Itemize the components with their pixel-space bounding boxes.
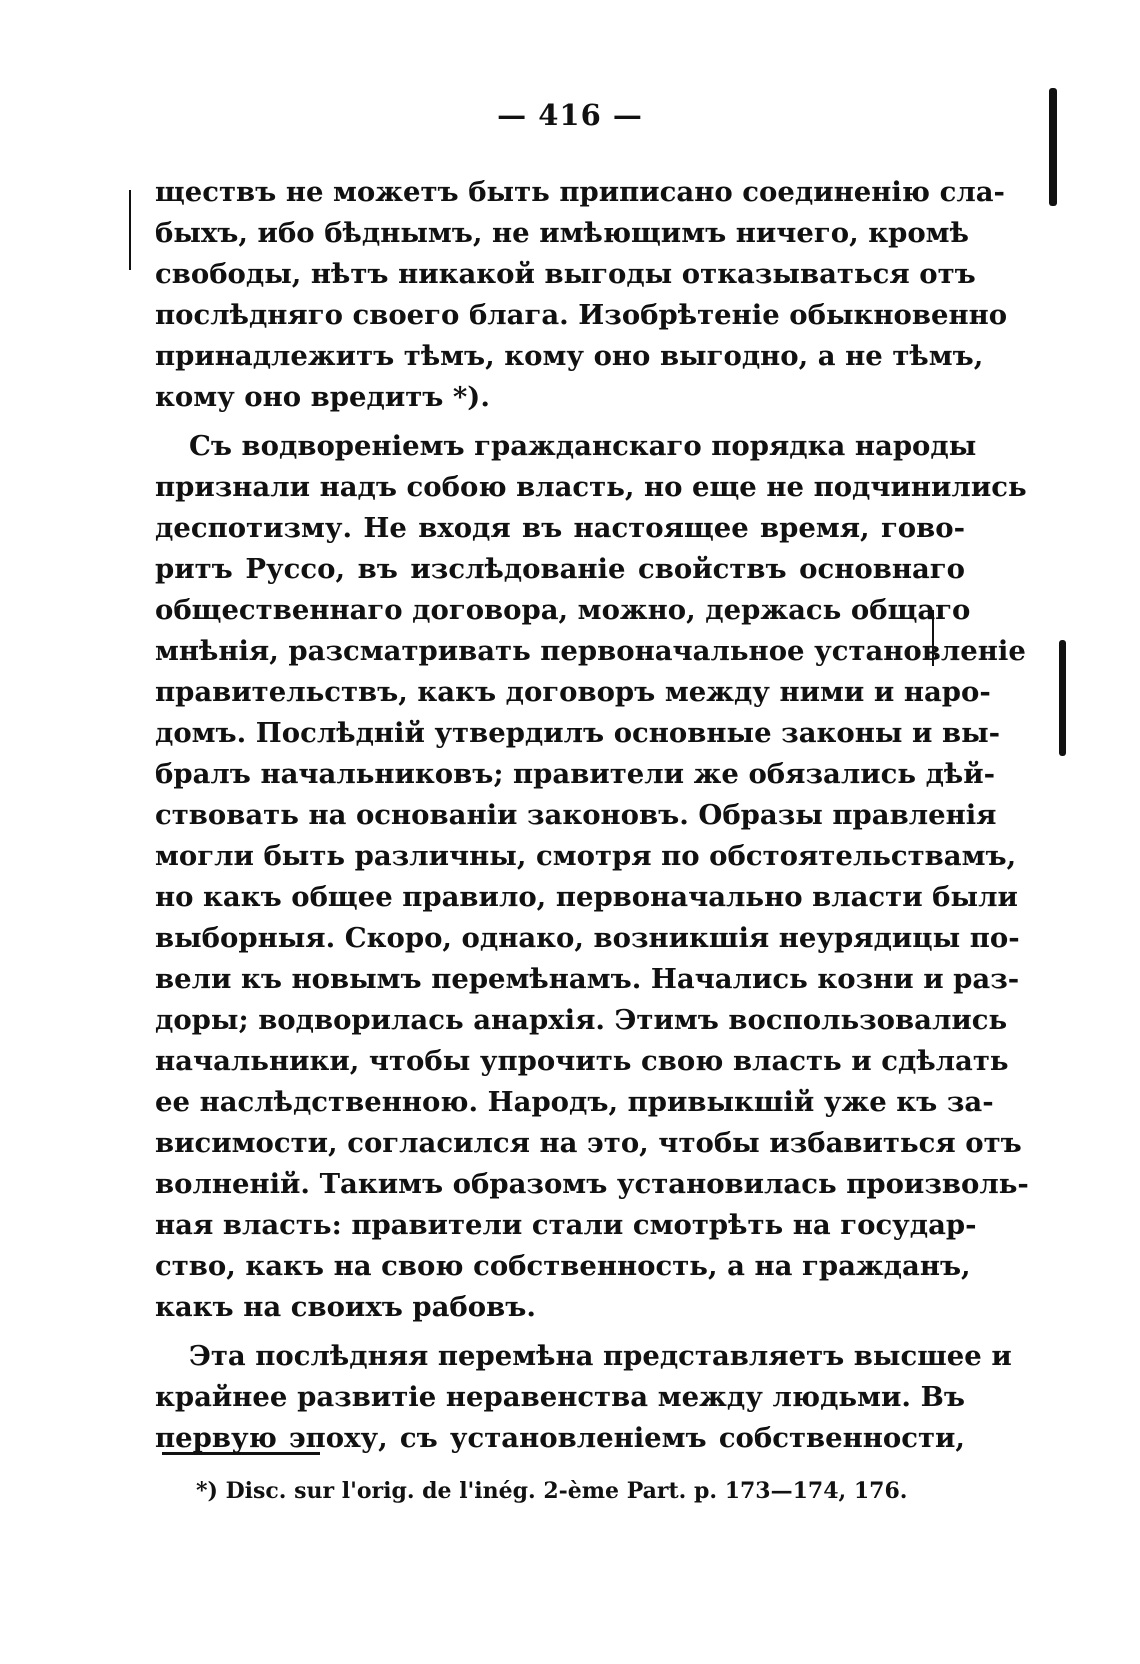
paragraph <box>155 1336 1012 1459</box>
footnote: *) Disc. sur l'orig. de l'inég. 2-ème Part. p. 173—174, 176. <box>196 1478 908 1504</box>
text-line: кому оно вредитъ *). <box>155 381 490 413</box>
text-line: принадлежитъ тѣмъ, кому оно выгодно, а не тѣмъ, <box>155 340 984 372</box>
text-line: общественнаго договора, можно, держась общаго <box>155 594 971 626</box>
margin-bar-right-top <box>1049 88 1057 206</box>
text-line: мнѣнія, разсматривать первоначальное установленіе <box>155 635 1026 667</box>
text-line: ществъ не можетъ быть приписано соединенію сла- <box>155 176 1005 208</box>
text-line: быхъ, ибо бѣднымъ, не имѣющимъ ничего, кромѣ <box>155 217 969 249</box>
text-line: но какъ общее правило, первоначально власти были <box>155 881 1018 913</box>
paragraph <box>155 172 1008 418</box>
text-line: признали надъ собою власть, но еще не подчинились <box>155 471 1027 503</box>
text-line: Съ водвореніемъ гражданскаго порядка народы <box>189 430 977 462</box>
text-line: какъ на своихъ рабовъ. <box>155 1291 536 1323</box>
margin-bar-right-middle <box>1059 640 1066 756</box>
text-line: бралъ начальниковъ; правители же обязались дѣй- <box>155 758 996 790</box>
text-line: ная власть: правители стали смотрѣть на государ- <box>155 1209 977 1241</box>
text-line: крайнее развитіе неравенства между людьми. Въ <box>155 1381 965 1413</box>
text-line: выборныя. Скоро, однако, возникшія неурядицы по- <box>155 922 1020 954</box>
text-line: ритъ Руссо, въ изслѣдованіе свойствъ основнаго <box>155 553 965 585</box>
text-line: доры; водворилась анархія. Этимъ воспользовались <box>155 1004 1008 1036</box>
text-line: первую эпоху, съ установленіемъ собственности, <box>155 1422 965 1454</box>
paragraph <box>155 426 1029 1328</box>
text-line: ее наслѣдственною. Народъ, привыкшій уже къ за- <box>155 1086 994 1118</box>
page-number: — 416 — <box>497 98 643 132</box>
text-line: свободы, нѣтъ никакой выгоды отказываться отъ <box>155 258 976 290</box>
text-line: ствовать на основаніи законовъ. Образы правленія <box>155 799 997 831</box>
margin-bracket-left <box>129 190 131 270</box>
text-line: висимости, согласился на это, чтобы избавиться отъ <box>155 1127 1022 1159</box>
text-line: вели къ новымъ перемѣнамъ. Начались козни и раз- <box>155 963 1020 995</box>
body-text <box>155 172 1029 1459</box>
text-line: деспотизму. Не входя въ настоящее время, гово- <box>155 512 965 544</box>
text-line: ство, какъ на свою собственность, а на гражданъ, <box>155 1250 971 1282</box>
text-line: Эта послѣдняя перемѣна представляетъ высшее и <box>189 1340 1012 1372</box>
text-line: домъ. Послѣдній утвердилъ основные законы и вы- <box>155 717 1001 749</box>
text-line: волненій. Такимъ образомъ установилась произволь- <box>155 1168 1029 1200</box>
text-line: послѣдняго своего блага. Изобрѣтеніе обыкновенно <box>155 299 1008 331</box>
footnote-divider <box>162 1452 320 1455</box>
text-line: могли быть различны, смотря по обстоятельствамъ, <box>155 840 1017 872</box>
text-line: правительствъ, какъ договоръ между ними и наро- <box>155 676 991 708</box>
text-line: начальники, чтобы упрочить свою власть и сдѣлать <box>155 1045 1009 1077</box>
